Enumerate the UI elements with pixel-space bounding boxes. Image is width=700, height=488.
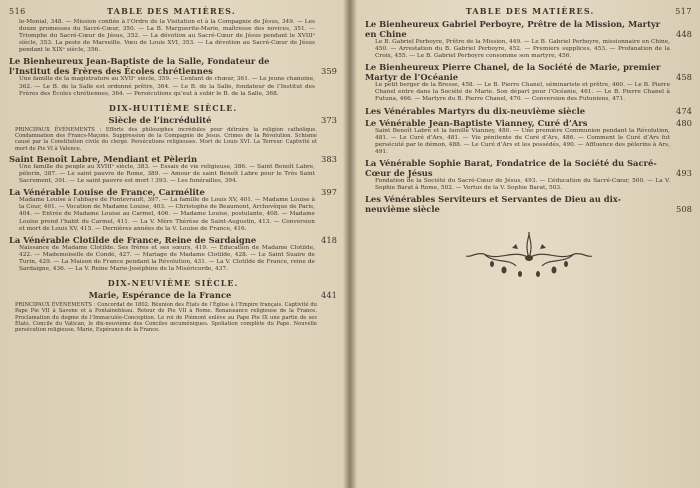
toc-entry: [365, 194, 692, 214]
continuation-text: le-Monial, 348. — Mission confiée à l’Ordre de la Visitation et à la Compagnie de Jésus, 349. — Les douze promesses du Sacré-Cœur, 350. — La B. Marguerite-Marie, maîtresse des novices, 351. — Triomphe du Sacré-Cœur de Jésus, 352. — La dévotion au Sacré-Cœur de Jésus pendant le XVIIIᵉ siècle, 353. La peste de Marseille. Vœu de Louis XVI, 353. — La dévotion au Sacré-Cœur de Jésus pendant le XIXᵉ siècle, 356.: [19, 19, 315, 54]
toc-entry: [365, 118, 692, 156]
entry-page: 493: [676, 167, 692, 178]
entry-summary: Madame Louise à l’abbaye de Fontevrault, 397. — La famille de Louis XV, 401. — Madame Louise à la Cour, 401. — Vocation de Madame Louise, 403. — Christophe de Beaumont, Archevêque de Paris, 404. — Entrée de Madame Louise au Carmel, 406. — Madame Louise, postulante, 408. — Madame Louise prend l’habit du Carmel, 411. — La V. Mère Thérèse de Saint-Augustin, 413. — Conversion et mort de Louis XV, 415. — Dernières années de la V. Louise de France, 416.: [19, 197, 315, 232]
entry-title: Le Bienheureux Jean-Baptiste de la Salle, Fondateur de l’Institut des Frères des Écoles chrétiennes: [9, 56, 270, 77]
entry-summary: Une famille de la magistrature au XVIIᵉ siècle, 359. — L’enfant de chœur, 361. — Le jeune chanoine, 362. — Le B. de la Salle est ordonné prêtre, 364. — Le B. de la Salle, fondateur de l’Institut des Frères des Écoles chrétiennes, 364. — Persécutions qu’eut à subir le B. de la Salle, 368.: [19, 76, 315, 97]
entry-page: 441: [321, 290, 337, 301]
entry-page: 508: [676, 204, 692, 215]
entry-heading: [365, 19, 692, 39]
toc-entry: [365, 106, 692, 116]
entry-heading: [9, 290, 337, 300]
entry-heading: [365, 62, 692, 82]
right-page-number: 517: [675, 7, 692, 16]
right-page: [351, 0, 700, 488]
entry-page: 474: [676, 105, 692, 116]
entry-title: La Vénérable Sophie Barat, Fondatrice de la Société du Sacré-Cœur de Jésus: [365, 157, 657, 178]
section-heading-18: DIX-HUITIÈME SIÈCLE.: [108, 102, 238, 113]
entry-title: Les Vénérables Serviteurs et Servantes de Dieu au dix-neuvième siècle: [365, 194, 622, 215]
left-page-number: 516: [9, 7, 26, 16]
toc-entry: [365, 19, 692, 60]
toc-entry: [9, 154, 337, 185]
left-page: [0, 0, 349, 488]
entry-title: Les Vénérables Martyrs du dix-neuvième siècle: [365, 105, 586, 116]
floral-ornament-icon: [464, 228, 594, 284]
events-19: PRINCIPAUX ÉVÉNEMENTS : Concordat de 1802. Réunion des États de l’Église à l’Empire français. Captivité du Pape Pie VII à Savone et à Fontainebleau. Retour de Pie VII à Rome. Renaissance religieuse de la France. Proclamation du dogme de l’Immaculée-Conception. Le roi de Piémont enlève au Pape Pie IX une partie de ses États. Concile du Vatican, le dix-neuvième des Conciles œcuméniques. Spoliation complète du Pape. Nouvelle persécution religieuse. Marie, Espérance de la France.: [15, 302, 317, 334]
entry-heading: [9, 154, 337, 164]
entry-page: 448: [676, 29, 692, 39]
entry-summary: Une famille du peuple au XVIIIᵉ siècle, 383. — Essais de vie religieuse, 386. — Saint Benoît Labre, pèlerin, 387. — Le saint pauvre de Rome, 389. — Amour de saint Benoît Labre pour le Très Saint Sacrement, 391. — Le saint pauvre est mort ! 393. — Les funérailles, 394.: [19, 163, 315, 185]
entry-summary: Le B. Gabriel Perboyre, Prêtre de la Mission, 449. — Le B. Gabriel Perboyre, missionnaire en Chine, 450. — Arrestation du B. Gabriel Perboyre, 452. — Premiers supplices, 453. — Profanation de la Croix, 455. — Le B. Gabriel Perboyre consomme son martyre, 456.: [375, 39, 670, 60]
entry-summary: Naissance de Madame Clotilde. Ses frères et ses sœurs, 419. — Éducation de Madame Clotilde, 422. — Mademoiselle de Condé, 427. — Mariage de Madame Clotilde, 428. — Le Saint Suaire de Turin, 429. — La Maison de France pendant la Révolution, 431. — La V. Clotilde de France, reine de Sardaigne, 436. — La V. Reine Marie-Joséphine de la Miséricorde, 437.: [19, 244, 315, 272]
entry-page: 458: [676, 72, 692, 83]
section-heading-19: DIX-NEUVIÈME SIÈCLE.: [107, 278, 239, 289]
left-running-head: [9, 6, 337, 16]
entry-title: Le Bienheureux Gabriel Perboyre, Prêtre de la Mission, Martyr en Chine: [365, 19, 661, 39]
entry-title: La Vénérable Clotilde de France, Reine de Sardaigne: [9, 234, 257, 245]
entry-page: 383: [321, 153, 337, 164]
toc-entry: [9, 56, 337, 97]
entry-heading: [9, 187, 337, 197]
entry-heading: [365, 106, 692, 116]
entry-title: Le Vénérable Jean-Baptiste Vianney, Curé d’Ars: [365, 117, 588, 128]
entry-summary: Saint Benoît Labre et la famille Vianney, 480. — Une première Communion pendant la Révolution, 481. — Le Curé d’Ars, 481. — Vie pénitente du Curé d’Ars, 486. — Comment le Curé d’Ars fut persécuté par le démon, 488. — Le Curé d’Ars et les possédés, 490. — Affluence des pèlerins à Ars, 491.: [375, 127, 670, 155]
entry-title: Marie, Espérance de la France: [88, 290, 232, 301]
entry-page: 418: [321, 234, 337, 245]
entry-summary: Fondation de la Société du Sacré-Cœur de Jésus, 493. — L’éducation du Sacré-Cœur, 500. — La V. Sophie Barat à Rome, 502. — Vertus de la V. Sophie Barat, 503.: [375, 177, 670, 192]
entry-title: La Vénérable Louise de France, Carmélite: [9, 187, 205, 198]
entry-title: Le Bienheureux Pierre Chanel, de la Société de Marie, premier Martyr de l’Océanie: [365, 62, 661, 83]
entry-heading: [365, 118, 692, 128]
toc-entry: [9, 187, 337, 232]
toc-entry: [365, 62, 692, 103]
entry-page: 359: [321, 66, 337, 77]
entry-page: 397: [321, 187, 337, 198]
toc-entry: [365, 158, 692, 192]
events-18: PRINCIPAUX ÉVÉNEMENTS : Efforts des philosophes incrédules pour détruire la religion catholique. Condamnation des Francs-Maçons. Suppression de la Compagnie de Jésus. Crimes de la Révolution. Schisme causé par la Constitution civile du clergé. Persécutions religieuses. Mort de Louis XVI. La Terreur. Captivité et mort de Pie VI à Valence.: [15, 126, 317, 152]
left-running-title: TABLE DES MATIÈRES.: [106, 6, 236, 16]
entry-title: Siècle de l’incrédulité: [108, 114, 212, 125]
entry-page: 373: [321, 114, 337, 125]
entry-summary: Le petit berger de la Bresse, 458. — Le B. Pierre Chanel, séminariste et prêtre, 460. — Le B. Pierre Chanel entre dans la Société de Marie. Son départ pour l’Océanie, 461. — Le B. Pierre Chanel à Futuna, 466. — Martyre du B. Pierre Chanel, 470. — Conversion des Futuniens, 471.: [375, 82, 670, 103]
right-running-title: TABLE DES MATIÈRES.: [465, 6, 595, 16]
entry-title: Saint Benoît Labre, Mendiant et Pèlerin: [9, 153, 198, 164]
entry-heading: [9, 115, 337, 125]
entry-heading: [365, 158, 692, 178]
entry-heading: [9, 235, 337, 245]
entry-heading: [9, 56, 337, 76]
entry-heading: [365, 194, 692, 214]
right-running-head: [365, 6, 692, 16]
entry-page: 480: [676, 117, 692, 128]
toc-entry: [9, 235, 337, 273]
